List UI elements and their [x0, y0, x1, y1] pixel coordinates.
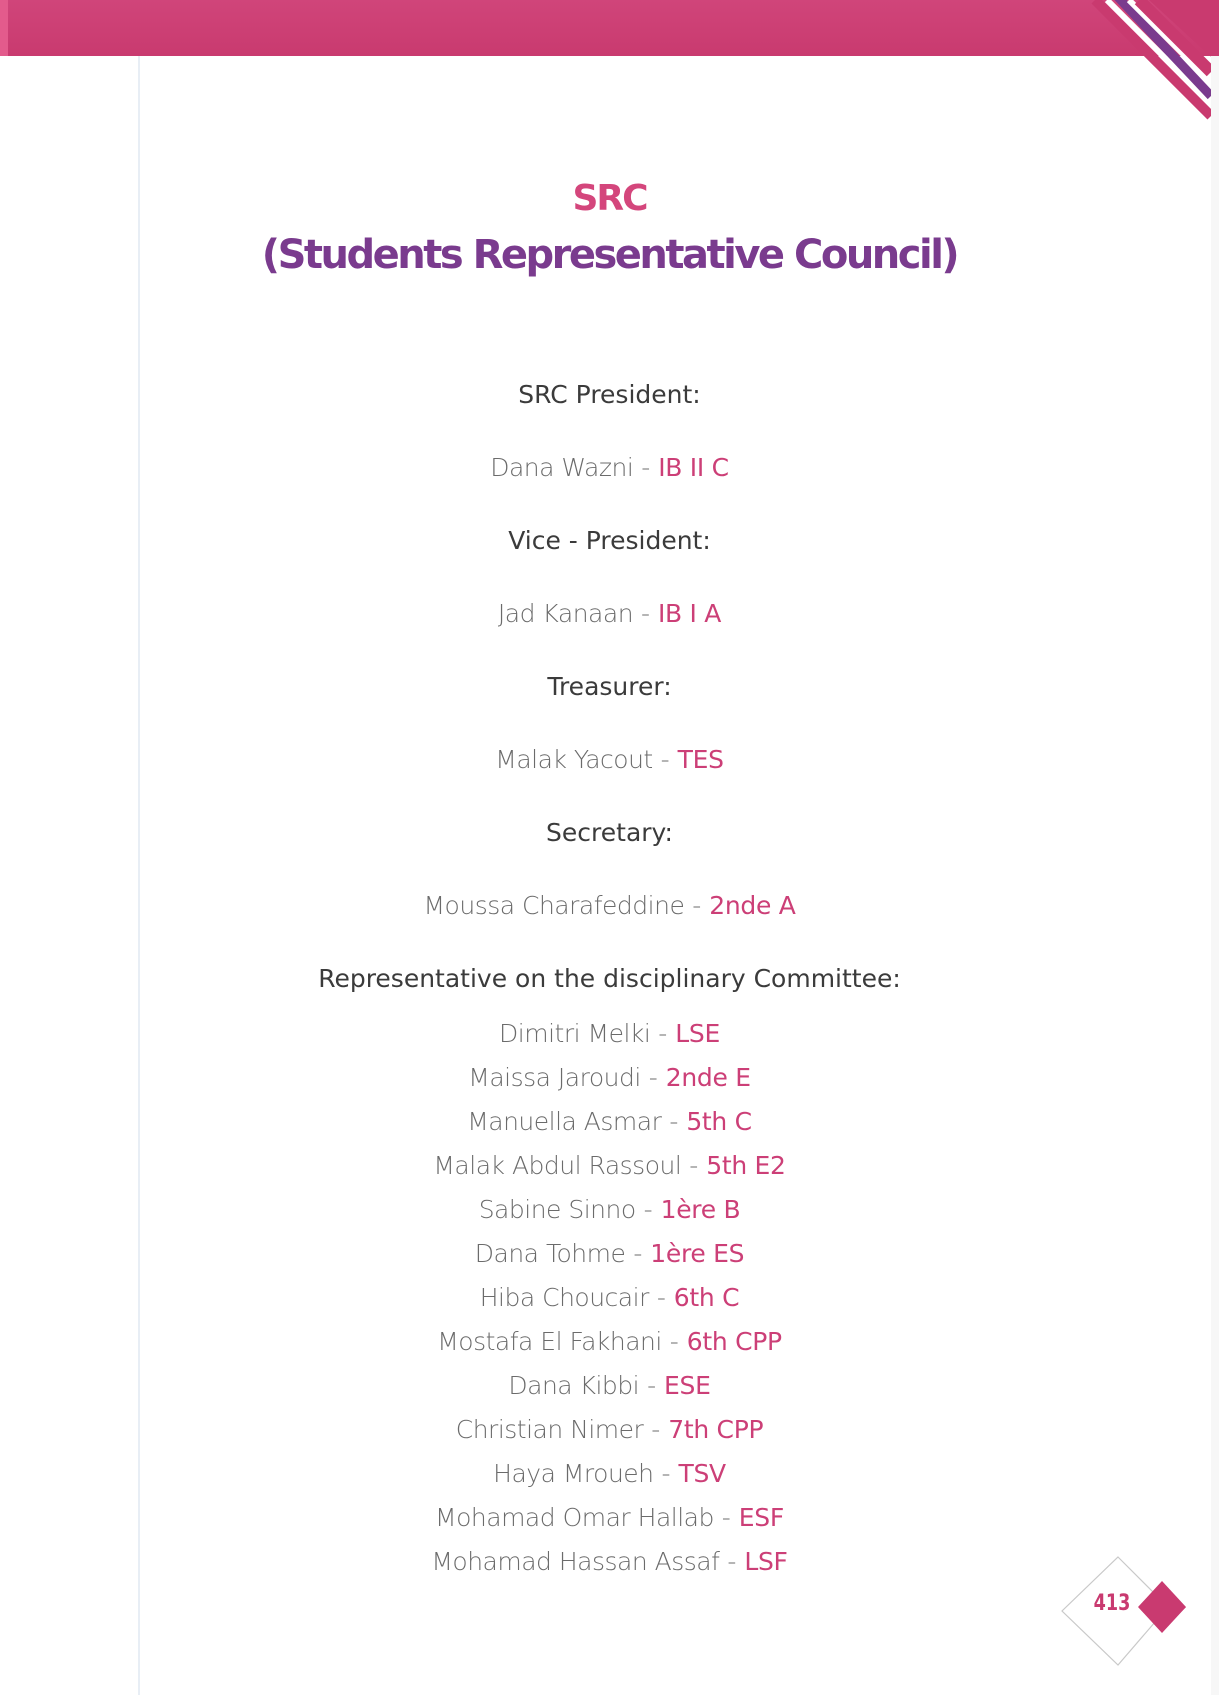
council-roster	[0, 372, 1219, 1584]
separator: -	[647, 1371, 657, 1400]
disciplinary-committee-list	[0, 1012, 1219, 1584]
treasurer-entry	[0, 738, 1219, 782]
member-class: TES	[677, 745, 724, 774]
disciplinary-committee-heading: Representative on the disciplinary Committee:	[318, 964, 901, 993]
member-name: Sabine Sinno	[478, 1195, 636, 1224]
member-class: 5th C	[686, 1107, 752, 1136]
separator: -	[656, 1283, 666, 1312]
separator: -	[641, 453, 651, 482]
member-name: Dana Wazni	[490, 453, 634, 482]
top-banner-edge	[0, 0, 8, 56]
secretary-entry	[0, 884, 1219, 928]
committee-member-entry	[0, 1408, 1219, 1452]
member-class: IB I A	[657, 599, 722, 628]
president-entry	[0, 446, 1219, 490]
committee-member-entry	[0, 1540, 1219, 1584]
member-name: Malak Yacout	[495, 745, 653, 774]
member-name: Mostafa El Fakhani	[437, 1327, 662, 1356]
separator: -	[643, 1195, 653, 1224]
member-name: Hiba Choucair	[479, 1283, 649, 1312]
member-class: 5th E2	[706, 1151, 786, 1180]
secretary-heading: Secretary:	[546, 818, 673, 847]
corner-ribbon-decoration	[999, 0, 1219, 200]
member-name: Haya Mroueh	[493, 1459, 654, 1488]
separator: -	[727, 1547, 737, 1576]
separator: -	[651, 1415, 661, 1444]
member-name: Dana Kibbi	[508, 1371, 640, 1400]
committee-member-entry	[0, 1012, 1219, 1056]
page-title-full: (Students Representative Council)	[261, 232, 958, 278]
separator: -	[669, 1327, 679, 1356]
committee-member-entry	[0, 1452, 1219, 1496]
member-class: ESF	[738, 1503, 784, 1532]
member-class: IB II C	[658, 453, 729, 482]
committee-member-entry	[0, 1100, 1219, 1144]
separator: -	[661, 1459, 671, 1488]
member-name: Manuella Asmar	[467, 1107, 662, 1136]
member-class: LSE	[675, 1019, 720, 1048]
member-name: Mohamad Hassan Assaf	[431, 1547, 720, 1576]
member-class: 2nde A	[709, 891, 796, 920]
vice-president-heading: Vice - President:	[508, 526, 711, 555]
member-name: Dana Tohme	[474, 1239, 626, 1268]
separator: -	[692, 891, 702, 920]
member-class: LSF	[744, 1547, 788, 1576]
member-name: Mohamad Omar Hallab	[435, 1503, 714, 1532]
committee-member-entry	[0, 1056, 1219, 1100]
separator: -	[648, 1063, 658, 1092]
separator: -	[633, 1239, 643, 1268]
treasurer-heading: Treasurer:	[547, 672, 672, 701]
member-class: 6th CPP	[686, 1327, 782, 1356]
member-class: ESE	[664, 1371, 711, 1400]
separator: -	[641, 599, 651, 628]
separator: -	[660, 745, 670, 774]
separator: -	[721, 1503, 731, 1532]
committee-member-entry	[0, 1364, 1219, 1408]
separator: -	[689, 1151, 699, 1180]
committee-member-entry	[0, 1144, 1219, 1188]
separator: -	[669, 1107, 679, 1136]
committee-member-entry	[0, 1496, 1219, 1540]
member-name: Dimitri Melki	[499, 1019, 651, 1048]
member-class: 7th CPP	[668, 1415, 764, 1444]
committee-member-entry	[0, 1276, 1219, 1320]
member-name: Jad Kanaan	[497, 599, 634, 628]
member-class: 2nde E	[665, 1063, 751, 1092]
member-name: Maissa Jaroudi	[468, 1063, 641, 1092]
president-heading: SRC President:	[518, 380, 701, 409]
page-number: 413	[1093, 1591, 1131, 1616]
member-class: TSV	[678, 1459, 726, 1488]
committee-member-entry	[0, 1188, 1219, 1232]
member-name: Christian Nimer	[455, 1415, 644, 1444]
member-class: 6th C	[673, 1283, 740, 1312]
page-title-abbreviation: SRC	[572, 178, 647, 219]
member-name: Malak Abdul Rassoul	[433, 1151, 682, 1180]
member-name: Moussa Charafeddine	[423, 891, 685, 920]
committee-member-entry	[0, 1232, 1219, 1276]
member-class: 1ère ES	[650, 1239, 745, 1268]
committee-member-entry	[0, 1320, 1219, 1364]
vice-president-entry	[0, 592, 1219, 636]
separator: -	[658, 1019, 668, 1048]
member-class: 1ère B	[660, 1195, 741, 1224]
